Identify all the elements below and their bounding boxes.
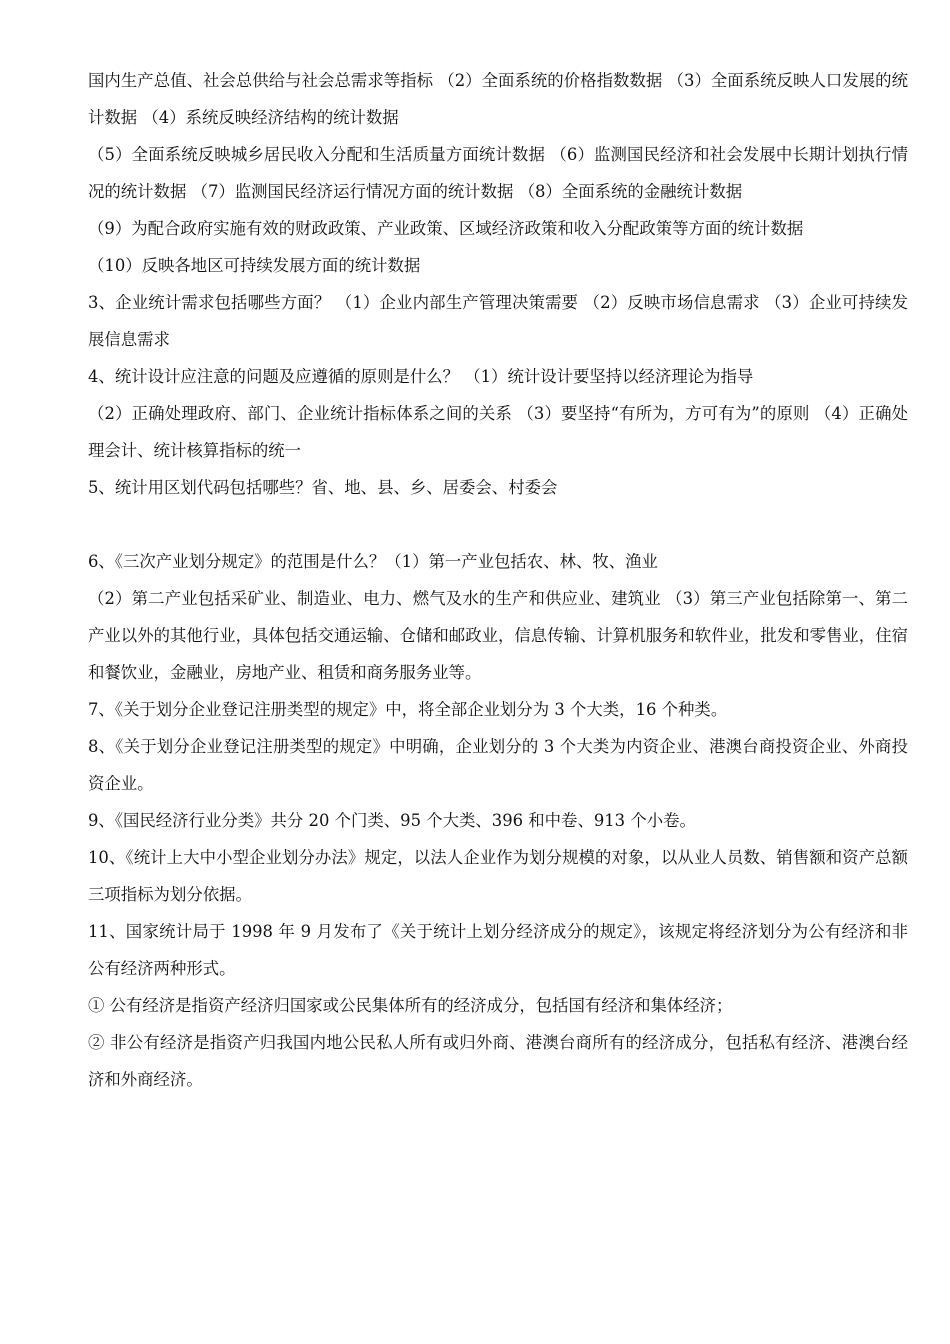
paragraph-item-5-8: （5）全面系统反映城乡居民收入分配和生活质量方面统计数据 （6）监测国民经济和社会发展中长期计划执行情况的统计数据 （7）监测国民经济运行情况方面的统计数据 （8）全面系统的金融统计数据 <box>88 145 908 201</box>
document-body <box>88 62 908 1098</box>
paragraph-question-6-continued: （2）第二产业包括采矿业、制造业、电力、燃气及水的生产和供应业、建筑业 （3）第三产业包括除第一、第二产业以外的其他行业，具体包括交通运输、仓储和邮政业，信息传输、计算机服务和软件业，批发和零售业，住宿和餐饮业，金融业，房地产业、租赁和商务服务业等。 <box>88 589 908 682</box>
paragraph-item-11: 11、国家统计局于 1998 年 9 月发布了《关于统计上划分经济成分的规定》，该规定将经济划分为公有经济和非公有经济两种形式。 <box>88 922 908 978</box>
paragraph-item-7: 7、《关于划分企业登记注册类型的规定》中，将全部企业划分为 3 个大类，16 个种类。 <box>88 700 728 719</box>
blank-line <box>88 506 908 543</box>
paragraph-item-9: （9）为配合政府实施有效的财政政策、产业政策、区域经济政策和收入分配政策等方面的统计数据 <box>88 219 804 238</box>
paragraph-question-4: 4、统计设计应注意的问题及应遵循的原则是什么？ （1）统计设计要坚持以经济理论为指导 <box>88 367 754 386</box>
paragraph-item-10-enterprise-size: 10、《统计上大中小型企业划分办法》规定，以法人企业作为划分规模的对象，以从业人员数、销售额和资产总额三项指标为划分依据。 <box>88 848 908 904</box>
paragraph-item-8: 8、《关于划分企业登记注册类型的规定》中明确，企业划分的 3 个大类为内资企业、港澳台商投资企业、外商投资企业。 <box>88 737 908 793</box>
paragraph-question-3: 3、企业统计需求包括哪些方面？ （1）企业内部生产管理决策需要 （2）反映市场信息需求 （3）企业可持续发展信息需求 <box>88 293 908 349</box>
paragraph-item-9-classification: 9、《国民经济行业分类》共分 20 个门类、95 个大类、396 和中卷、913 个小卷。 <box>88 811 696 830</box>
paragraph-public-economy: ① 公有经济是指资产经济归国家或公民集体所有的经济成分，包括国有经济和集体经济； <box>88 996 733 1015</box>
paragraph-non-public-economy: ② 非公有经济是指资产归我国内地公民私人所有或归外商、港澳台商所有的经济成分，包括私有经济、港澳台经济和外商经济。 <box>88 1033 908 1089</box>
paragraph-question-4-continued: （2）正确处理政府、部门、企业统计指标体系之间的关系 （3）要坚持“有所为，方可有为”的原则 （4）正确处理会计、统计核算指标的统一 <box>88 404 908 460</box>
paragraph-question-6: 6、《三次产业划分规定》的范围是什么？（1）第一产业包括农、林、牧、渔业 <box>88 552 658 571</box>
paragraph-item-10: （10）反映各地区可持续发展方面的统计数据 <box>88 256 421 275</box>
paragraph-question-5: 5、统计用区划代码包括哪些？省、地、县、乡、居委会、村委会 <box>88 478 558 497</box>
paragraph-indicators-continued: 国内生产总值、社会总供给与社会总需求等指标 （2）全面系统的价格指数数据 （3）全面系统反映人口发展的统计数据 （4）系统反映经济结构的统计数据 <box>88 71 908 127</box>
